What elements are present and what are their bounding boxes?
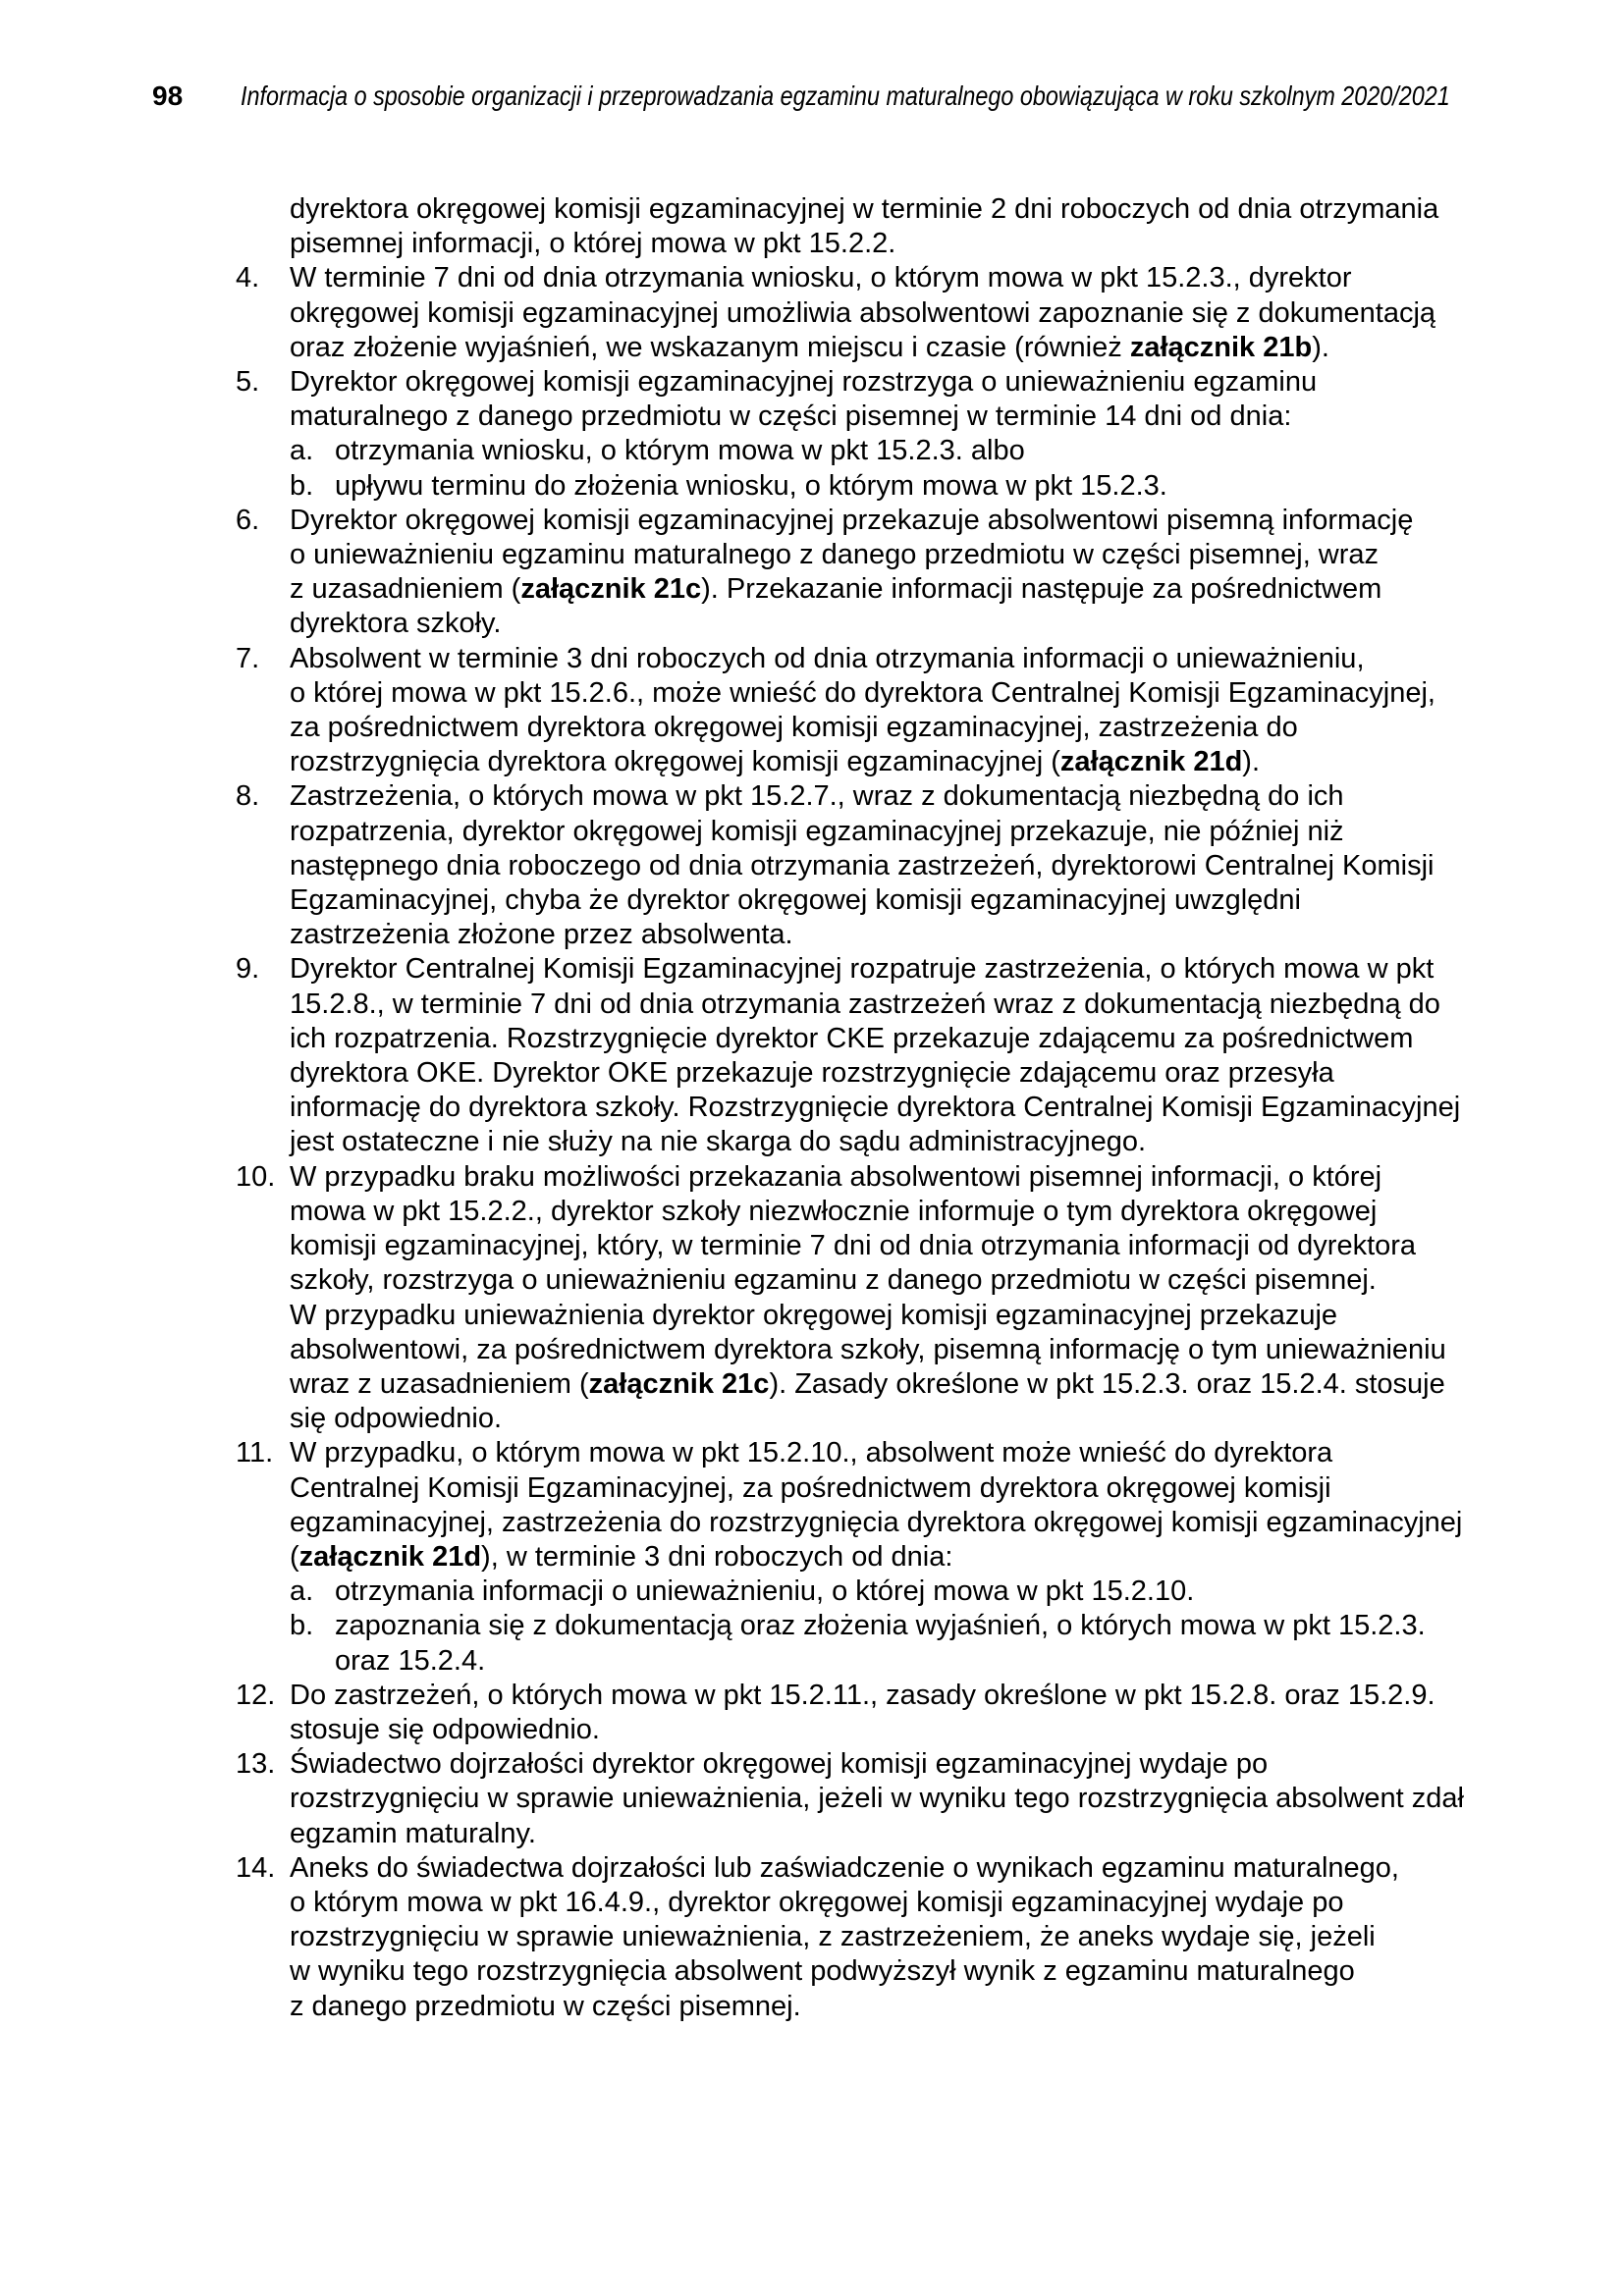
attachment-reference: załącznik 21b <box>1129 331 1313 363</box>
continuation-paragraph: dyrektora okręgowej komisji egzaminacyjnej w terminie 2 dni roboczych od dnia otrzymania pisemnej informacji, o której mowa w pkt 15.2.2. <box>290 193 1439 260</box>
attachment-reference: załącznik 21d <box>1059 746 1243 778</box>
list-item-number: 12. <box>236 1679 276 1711</box>
text-segment: Absolwent w terminie 3 dni roboczych od dnia otrzymania informacji o unieważnieniu, o której mowa w pkt 15.2.6., może wnieść do dyrektora Centralnej Komisji Egzaminacyjnej, za pośrednictwem dyrektora okręgowej komisji egzaminacyjnej, zastrzeżenia do rozstrzygnięcia dyrektora okręgowej komisji egzaminacyjnej ( <box>290 642 1435 778</box>
list-item <box>236 365 1465 434</box>
text-segment: Dyrektor okręgowej komisji egzaminacyjnej przekazuje absolwentowi pisemną informację o unieważnieniu egzaminu maturalnego z danego przedmiotu w części pisemnej, wraz z uzasadnieniem ( <box>290 504 1414 606</box>
subitem-letter: a. <box>290 435 314 467</box>
list-item-text <box>290 365 1465 434</box>
list-item-text <box>290 952 1465 1159</box>
list-item-text <box>290 1747 1465 1851</box>
list-item-number: 5. <box>236 366 260 399</box>
list-item <box>236 1851 1465 2024</box>
text-segment: Do zastrzeżeń, o których mowa w pkt 15.2.11., zasady określone w pkt 15.2.8. oraz 15.2.9. stosuje się odpowiednio. <box>290 1679 1435 1745</box>
list-item-number: 7. <box>236 642 260 674</box>
text-segment: Dyrektor okręgowej komisji egzaminacyjnej rozstrzyga o unieważnieniu egzaminu maturalnego z danego przedmiotu w części pisemnej w terminie 14 dni od dnia: <box>290 366 1318 433</box>
list-subitem <box>290 434 1465 468</box>
attachment-reference: załącznik 21d <box>298 1540 482 1573</box>
subitem-letter: a. <box>290 1575 314 1608</box>
list-item <box>236 261 1465 365</box>
text-segment: Świadectwo dojrzałości dyrektor okręgowej komisji egzaminacyjnej wydaje po rozstrzygnięciu w sprawie unieważnienia, jeżeli w wyniku tego rozstrzygnięcia absolwent zdał egzamin maturalny. <box>290 1748 1464 1849</box>
list-item-number: 14. <box>236 1851 276 1884</box>
text-segment: ). <box>1312 331 1329 363</box>
header-title: Informacja o sposobie organizacji i przeprowadzania egzaminu maturalnego obowiązująca w roku szkolnym 2020/2021 <box>241 80 1450 111</box>
list-item-number: 9. <box>236 953 260 986</box>
list-item <box>236 504 1465 642</box>
subitem-text: upływu terminu do złożenia wniosku, o którym mowa w pkt 15.2.3. <box>335 469 1167 502</box>
list-subitem <box>290 1575 1465 1609</box>
list-item-text <box>290 261 1465 365</box>
list-item-number: 6. <box>236 504 260 536</box>
subitem-text: otrzymania informacji o unieważnieniu, o której mowa w pkt 15.2.10. <box>335 1575 1195 1608</box>
text-segment: W przypadku braku możliwości przekazania absolwentowi pisemnej informacji, o której mowa w pkt 15.2.2., dyrektor szkoły niezwłocznie informuje o tym dyrektora okręgowej komisji egzaminacyjnej, który, w terminie 7 dni od dnia otrzymania informacji od dyrektora szkoły, rozstrzyga o unieważnieniu egzaminu z danego przedmiotu w części pisemnej. W przypadku unieważnienia dyrektor okręgowej komisji egzaminacyjnej przekazuje absolwentowi, za pośrednictwem dyrektora szkoły, pisemną informację o tym unieważnieniu wraz z uzasadnieniem ( <box>290 1160 1446 1400</box>
subitem-text: otrzymania wniosku, o którym mowa w pkt 15.2.3. albo <box>335 435 1025 467</box>
attachment-reference: załącznik 21c <box>520 573 702 606</box>
text-segment: W przypadku, o którym mowa w pkt 15.2.10., absolwent może wnieść do dyrektora Centralnej Komisji Egzaminacyjnej, za pośrednictwem dyrektora okręgowej komisji egzaminacyjnej, zastrzeżenia do rozstrzygnięcia dyrektora okręgowej komisji egzaminacyjnej ( <box>290 1437 1463 1573</box>
list-item-text <box>290 642 1465 780</box>
list-item-text <box>290 1436 1465 1575</box>
list-item <box>236 1160 1465 1437</box>
document-body <box>236 192 1465 2024</box>
list-item <box>236 1747 1465 1851</box>
list-item <box>236 779 1465 952</box>
list-item <box>236 1436 1465 1575</box>
list-item <box>236 1679 1465 1747</box>
list-subitem <box>290 469 1465 504</box>
list-item-number: 4. <box>236 262 260 294</box>
list-item-text <box>290 1851 1465 2024</box>
text-segment: Dyrektor Centralnej Komisji Egzaminacyjnej rozpatruje zastrzeżenia, o których mowa w pkt 15.2.8., w terminie 7 dni od dnia otrzymania zastrzeżeń wraz z dokumentacją niezbędną do ich rozpatrzenia. Rozstrzygnięcie dyrektor CKE przekazuje zdającemu za pośrednictwem dyrektora OKE. Dyrektor OKE przekazuje rozstrzygnięcie zdającemu oraz przesyła informację do dyrektora szkoły. Rozstrzygnięcie dyrektora Centralnej Komisji Egzaminacyjnej jest ostateczne i nie służy na nie skarga do sądu administracyjnego. <box>290 953 1461 1158</box>
list-item <box>236 642 1465 780</box>
text-segment: Aneks do świadectwa dojrzałości lub zaświadczenie o wynikach egzaminu maturalnego, o którym mowa w pkt 16.4.9., dyrektor okręgowej komisji egzaminacyjnej wydaje po rozstrzygnięciu w sprawie unieważnienia, z zastrzeżeniem, że aneks wydaje się, jeżeli w wyniku tego rozstrzygnięcia absolwent podwyższył wynik z egzaminu maturalnego z danego przedmiotu w części pisemnej. <box>290 1851 1399 2022</box>
list-item-number: 13. <box>236 1748 276 1781</box>
text-segment: Zastrzeżenia, o których mowa w pkt 15.2.7., wraz z dokumentacją niezbędną do ich rozpatrzenia, dyrektor okręgowej komisji egzaminacyjnej przekazuje, nie później niż następnego dnia roboczego od dnia otrzymania zastrzeżeń, dyrektorowi Centralnej Komisji Egzaminacyjnej, chyba że dyrektor okręgowej komisji egzaminacyjnej uwzględni zastrzeżenia złożone przez absolwenta. <box>290 780 1435 951</box>
list-item-number: 8. <box>236 780 260 813</box>
text-segment: ). Przekazanie informacji następuje za pośrednictwem dyrektora szkoły. <box>290 573 1382 640</box>
numbered-list <box>236 261 1465 2023</box>
subitem-letter: b. <box>290 1610 314 1642</box>
subitem-text: zapoznania się z dokumentacją oraz złożenia wyjaśnień, o których mowa w pkt 15.2.3. oraz 15.2.4. <box>335 1610 1426 1677</box>
text-segment: ). <box>1242 746 1261 778</box>
running-header <box>152 80 1624 112</box>
list-item-text <box>290 504 1465 642</box>
list-item <box>236 952 1465 1159</box>
list-subitem <box>290 1609 1465 1678</box>
list-item-text <box>290 779 1465 952</box>
text-segment: W terminie 7 dni od dnia otrzymania wniosku, o którym mowa w pkt 15.2.3., dyrektor okręgowej komisji egzaminacyjnej umożliwia absolwentowi zapoznanie się z dokumentacją oraz złożenie wyjaśnień, we wskazanym miejscu i czasie (również <box>290 262 1436 363</box>
text-segment: ). Zasady określone w pkt 15.2.3. oraz 15.2.4. stosuje się odpowiednio. <box>290 1367 1445 1435</box>
list-item-number: 10. <box>236 1160 276 1193</box>
attachment-reference: załącznik 21c <box>588 1367 770 1400</box>
list-item-text <box>290 1679 1465 1747</box>
page-number: 98 <box>152 80 184 111</box>
list-item-text <box>290 1160 1465 1437</box>
text-segment: ), w terminie 3 dni roboczych od dnia: <box>481 1540 953 1573</box>
list-item-number: 11. <box>236 1437 274 1469</box>
subitem-letter: b. <box>290 469 314 502</box>
